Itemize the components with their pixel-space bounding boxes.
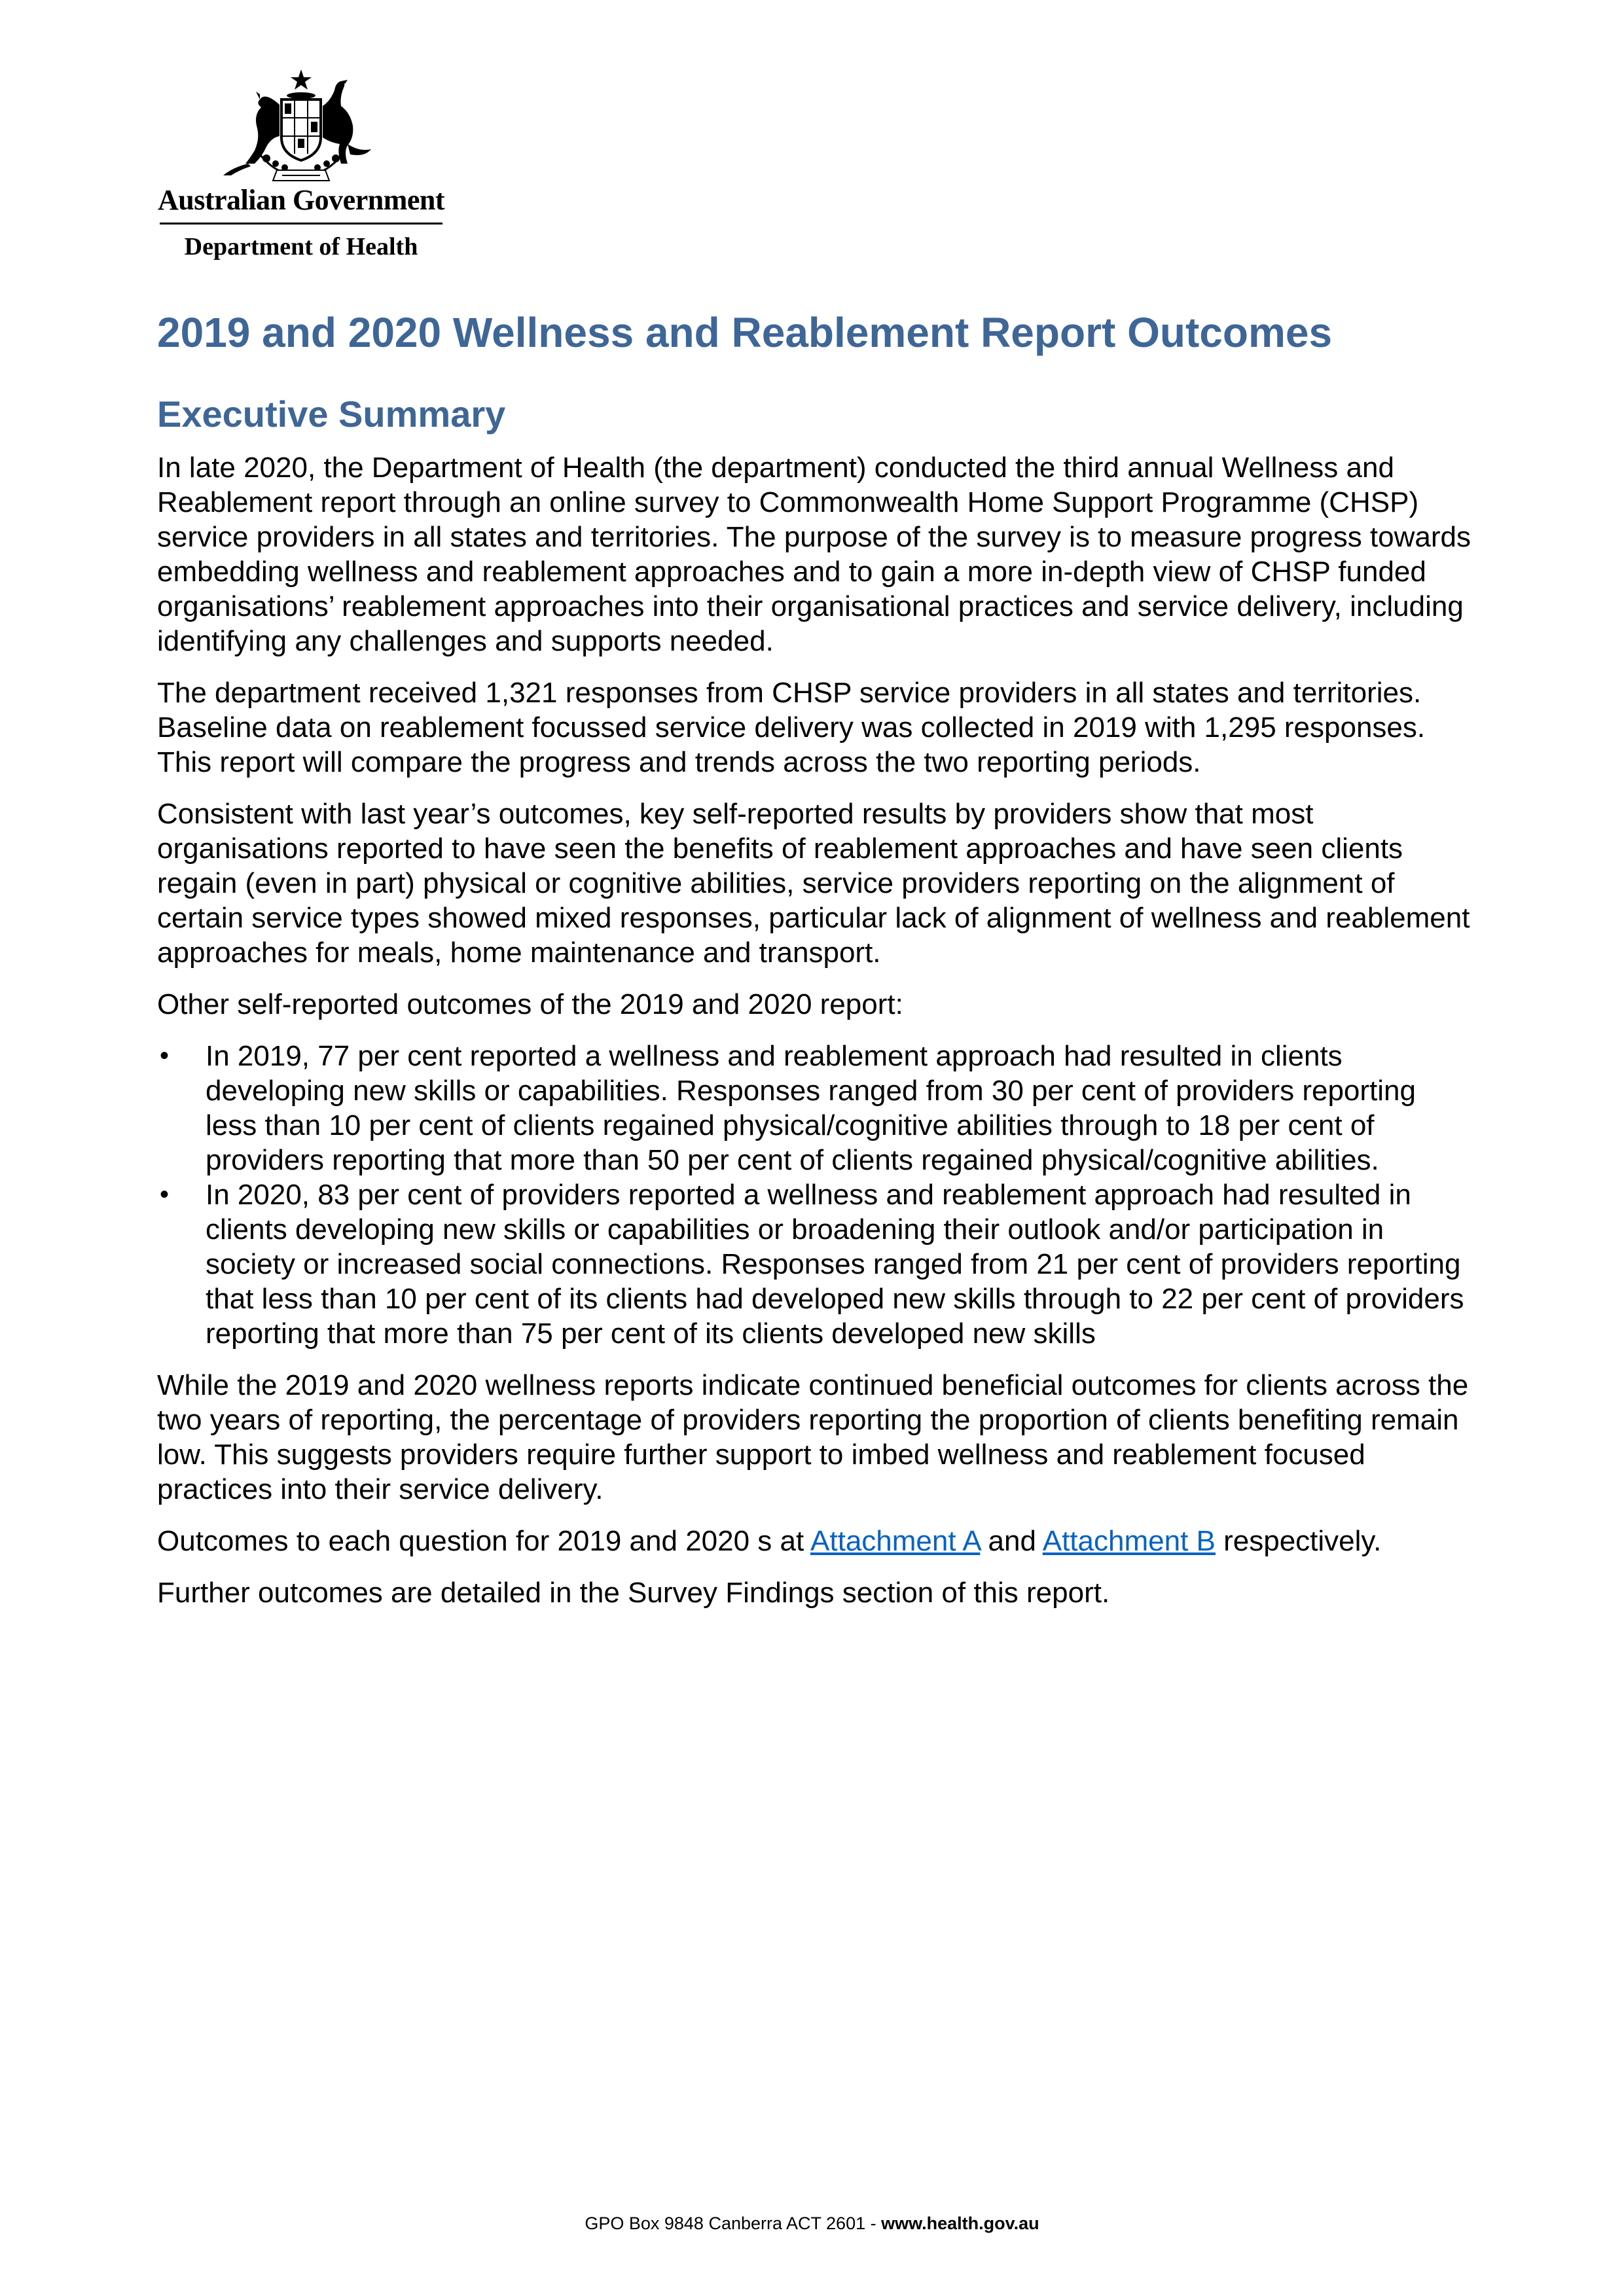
list-item [157,1177,1473,1351]
list-item-text: In 2020, 83 per cent of providers reported a wellness and reablement approach had resulted in clients developing new skills or capabilities or broadening their outlook and/or participation in society or increased social connections. Responses ranged from 21 per cent of providers reporting that less than 10 per cent of its clients had developed new skills through to 22 per cent of providers reporting that more than 75 per cent of its clients developed new skills [206,1178,1464,1350]
attachments-text-before: Outcomes to each question for 2019 and 2020 s at [157,1524,811,1557]
paragraph-consistent-outcomes: Consistent with last year’s outcomes, key self-reported results by providers show that most organisations reported to have seen the benefits of reablement approaches and have seen clients regain (even in part) physical or cognitive abilities, service providers reporting on the alignment of certain service types showed mixed responses, particular lack of alignment of wellness and reablement approaches for meals, home maintenance and transport. [157,797,1470,969]
attachments-text-after: respectively. [1215,1524,1382,1557]
footer-address: GPO Box 9848 Canberra ACT 2601 - [585,2214,882,2233]
section-heading-executive-summary: Executive Summary [157,393,506,435]
government-logo [157,65,445,268]
paragraph-intro: In late 2020, the Department of Health (the department) conducted the third annual Wellness and Reablement report through an online survey to Commonwealth Home Support Programme (CHSP) service providers in all states and territories. The purpose of the survey is to measure progress towards embedding wellness and reablement approaches and to gain a more in-depth view of CHSP funded organisations’ reablement approaches into their organisational practices and service delivery, including identifying any challenges and supports needed. [157,451,1471,657]
paragraph-other-outcomes: Other self-reported outcomes of the 2019 and 2020 report: [157,988,903,1020]
paragraph-further-outcomes: Further outcomes are detailed in the Survey Findings section of this report. [157,1576,1110,1609]
paragraph-attachments [157,1524,1473,1558]
report-title: 2019 and 2020 Wellness and Reablement Report Outcomes [157,309,1333,356]
report-body [157,308,1473,1627]
bullet-icon: • [160,1179,170,1209]
page-footer [0,2214,1624,2234]
outcomes-list [157,1039,1473,1351]
coat-of-arms-icon [219,65,383,196]
attachment-a-link[interactable]: Attachment A [810,1524,981,1557]
attachments-text-middle: and [980,1524,1043,1557]
paragraph-responses: The department received 1,321 responses from CHSP service providers in all states and territories. Baseline data on reablement focussed service delivery was collected in 2019 with 1,295 responses. This report will compare the progress and trends across the two reporting periods. [157,676,1426,778]
list-item [157,1039,1473,1177]
logo-divider [160,223,442,224]
government-name: Australian Government [157,184,445,216]
attachment-b-link[interactable]: Attachment B [1042,1524,1216,1557]
footer-website: www.health.gov.au [881,2214,1039,2233]
paragraph-closing: While the 2019 and 2020 wellness reports indicate continued beneficial outcomes for clients across the two years of reporting, the percentage of providers reporting the proportion of clients benefiting remain low. This suggests providers require further support to imbed wellness and reablement focused practices into their service delivery. [157,1369,1469,1505]
list-item-text: In 2019, 77 per cent reported a wellness and reablement approach had resulted in clients developing new skills or capabilities. Responses ranged from 30 per cent of providers reporting less than 10 per cent of clients regained physical/cognitive abilities through to 18 per cent of providers reporting that more than 50 per cent of clients regained physical/cognitive abilities. [206,1039,1416,1176]
bullet-icon: • [160,1041,170,1070]
department-name: Department of Health [184,233,418,260]
